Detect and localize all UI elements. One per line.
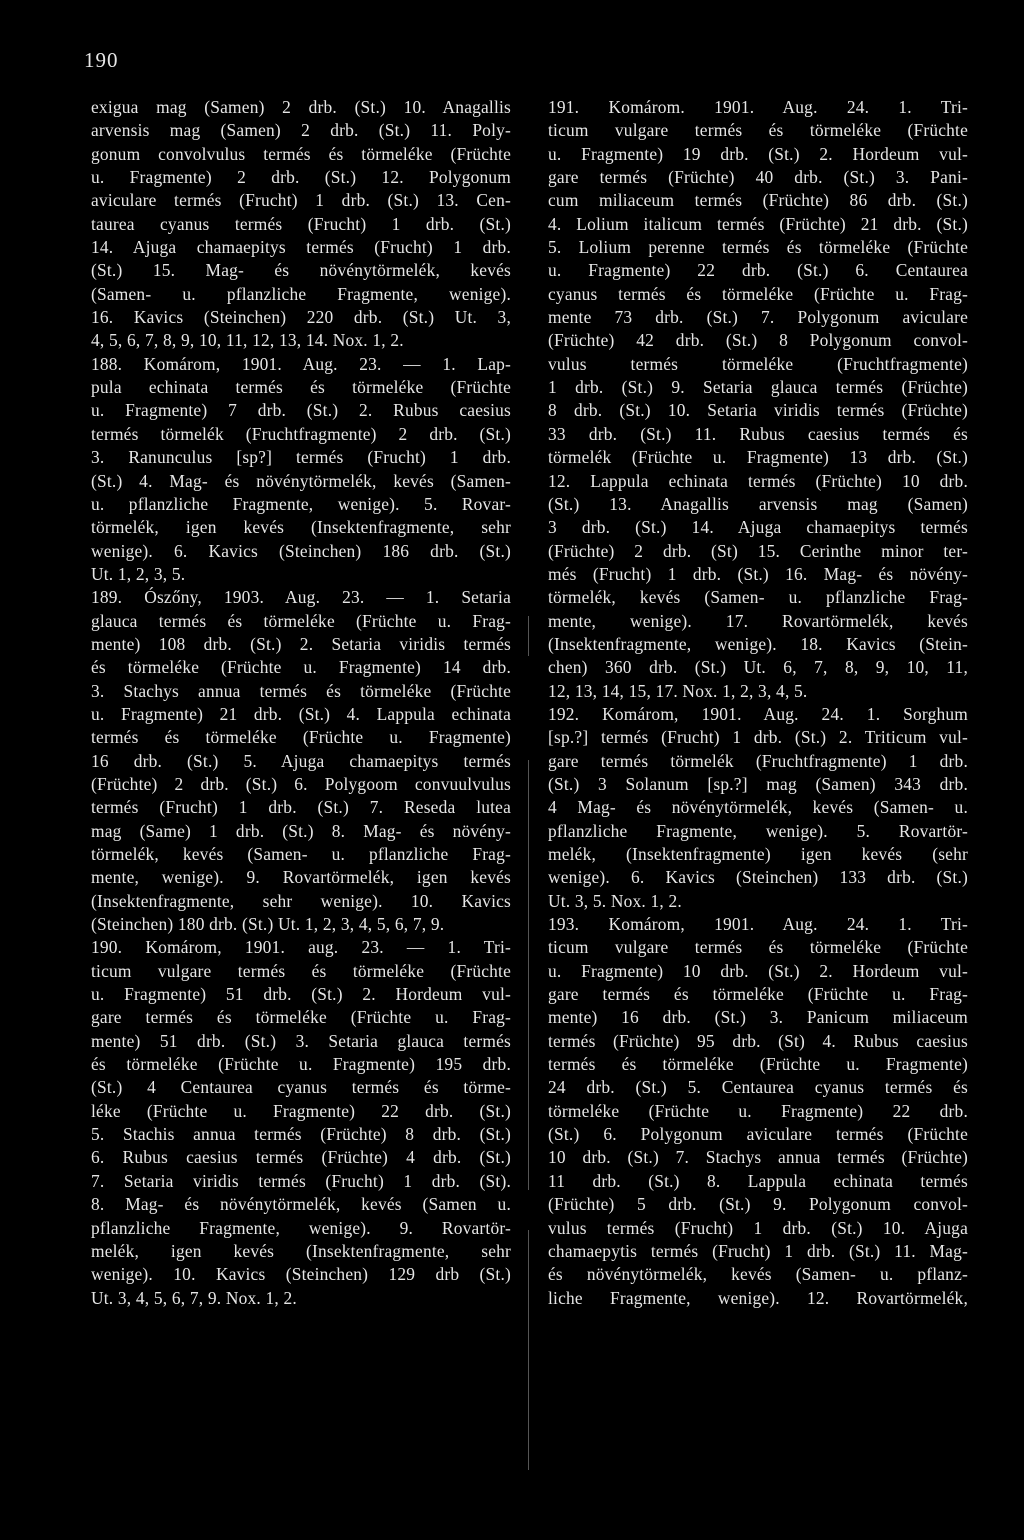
text-line: 11 drb. (St.) 8. Lappula echinata termés bbox=[548, 1170, 968, 1191]
text-line: ticum vulgare termés és törmeléke (Früchte bbox=[91, 960, 511, 981]
text-line: 4 Mag- és növénytörmelék, kevés (Samen- u. bbox=[548, 797, 968, 818]
text-line: 193. Komárom, 1901. Aug. 24. 1. Tri- bbox=[548, 914, 968, 935]
text-line: 8 drb. (St.) 10. Setaria viridis termés (Früchte) bbox=[548, 400, 968, 421]
text-line: 3 drb. (St.) 14. Ajuga chamaepitys termés bbox=[548, 517, 968, 538]
text-line: u. pflanzliche Fragmente, wenige). 5. Rovar- bbox=[91, 493, 511, 514]
text-line: wenige). 6. Kavics (Steinchen) 186 drb. (St.) bbox=[91, 540, 511, 561]
text-line: 14. Ajuga chamaepitys termés (Frucht) 1 drb. bbox=[91, 237, 511, 258]
text-line: u. Fragmente) 21 drb. (St.) 4. Lappula echinata bbox=[91, 703, 511, 724]
text-line: arvensis mag (Samen) 2 drb. (St.) 11. Poly- bbox=[91, 120, 511, 141]
text-line: ticum vulgare termés és törmeléke (Früchte bbox=[548, 120, 968, 141]
text-line: 5. Lolium perenne termés és törmeléke (Früchte bbox=[548, 237, 968, 258]
text-line: u. Fragmente) 51 drb. (St.) 2. Hordeum vul- bbox=[91, 984, 511, 1005]
text-line: törmelék, igen kevés (Insektenfragmente, sehr bbox=[91, 517, 511, 538]
left-text-column bbox=[91, 96, 511, 1310]
text-line: chamaepytis termés (Frucht) 1 drb. (St.) 11. Mag- bbox=[548, 1240, 968, 1261]
text-line: u. Fragmente) 22 drb. (St.) 6. Centaurea bbox=[548, 260, 968, 281]
text-line: gare termés és törmeléke (Früchte u. Frag- bbox=[91, 1007, 511, 1028]
text-line: léke (Früchte u. Fragmente) 22 drb. (St.) bbox=[91, 1100, 511, 1121]
text-line: mente 73 drb. (St.) 7. Polygonum aviculare bbox=[548, 307, 968, 328]
text-line: Ut. 3, 5. Nox. 1, 2. bbox=[548, 890, 682, 911]
text-line: (Früchte) 5 drb. (St.) 9. Polygonum convol- bbox=[548, 1194, 968, 1215]
page-number: 190 bbox=[84, 48, 119, 72]
text-line: pula echinata termés és törmeléke (Früchte bbox=[91, 377, 511, 398]
column-divider bbox=[528, 1230, 529, 1470]
text-line: termés és törmeléke (Früchte u. Fragmente) bbox=[91, 727, 511, 748]
text-line: 4. Lolium italicum termés (Früchte) 21 drb. (St.) bbox=[548, 213, 968, 234]
text-line: mente) 108 drb. (St.) 2. Setaria viridis termés bbox=[91, 633, 511, 654]
text-line: u. Fragmente) 19 drb. (St.) 2. Hordeum vul- bbox=[548, 143, 968, 164]
text-line: (St.) 6. Polygonum aviculare termés (Früchte bbox=[548, 1124, 968, 1145]
text-line: vulus termés (Frucht) 1 drb. (St.) 10. Ajuga bbox=[548, 1217, 968, 1238]
text-line: 24 drb. (St.) 5. Centaurea cyanus termés és bbox=[548, 1077, 968, 1098]
text-line: (Insektenfragmente, sehr wenige). 10. Kavics bbox=[91, 890, 511, 911]
text-line: gare termés és törmeléke (Früchte u. Frag- bbox=[548, 984, 968, 1005]
text-line: törmeléke (Früchte u. Fragmente) 22 drb. bbox=[548, 1100, 968, 1121]
text-line: taurea cyanus termés (Frucht) 1 drb. (St.) bbox=[91, 213, 511, 234]
text-line: (Steinchen) 180 drb. (St.) Ut. 1, 2, 3, 4, 5, 6, 7, 9. bbox=[91, 914, 445, 935]
text-line: 12. Lappula echinata termés (Früchte) 10 drb. bbox=[548, 470, 968, 491]
right-text-column bbox=[548, 96, 968, 1310]
text-line: gare termés törmelék (Fruchtfragmente) 1 drb. bbox=[548, 750, 968, 771]
text-line: liche Fragmente, wenige). 12. Rovartörmelék, bbox=[548, 1287, 968, 1308]
text-line: 16 drb. (St.) 5. Ajuga chamaepitys termés bbox=[91, 750, 511, 771]
text-line: u. Fragmente) 10 drb. (St.) 2. Hordeum vul- bbox=[548, 960, 968, 981]
text-line: cum miliaceum termés (Früchte) 86 drb. (St.) bbox=[548, 190, 968, 211]
text-line: (Insektenfragmente, wenige). 18. Kavics (Stein- bbox=[548, 633, 968, 654]
text-line: (St.) 13. Anagallis arvensis mag (Samen) bbox=[548, 493, 968, 514]
text-line: törmelék, kevés (Samen- u. pflanzliche Frag- bbox=[91, 844, 511, 864]
text-line: és növénytörmelék, kevés (Samen- u. pflanz- bbox=[548, 1264, 968, 1285]
text-line: (Früchte) 42 drb. (St.) 8 Polygonum convol- bbox=[548, 330, 968, 351]
text-line: 16. Kavics (Steinchen) 220 drb. (St.) Ut. 3, bbox=[91, 307, 511, 328]
text-line: (Samen- u. pflanzliche Fragmente, wenige). bbox=[91, 283, 511, 304]
text-line: [sp.?] termés (Frucht) 1 drb. (St.) 2. Triticum vul- bbox=[548, 727, 968, 748]
text-line: mente) 51 drb. (St.) 3. Setaria glauca termés bbox=[91, 1030, 511, 1051]
text-line: 6. Rubus caesius termés (Früchte) 4 drb. (St.) bbox=[91, 1147, 511, 1168]
text-line: (St.) 4. Mag- és növénytörmelék, kevés (Samen- bbox=[91, 470, 511, 491]
text-line: mag (Same) 1 drb. (St.) 8. Mag- és növény- bbox=[91, 820, 511, 841]
text-line: (St.) 15. Mag- és növénytörmelék, kevés bbox=[91, 260, 511, 281]
text-line: 7. Setaria viridis termés (Frucht) 1 drb. (St). bbox=[91, 1170, 511, 1191]
text-line: cyanus termés és törmeléke (Früchte u. Frag- bbox=[548, 283, 968, 304]
text-line: Ut. 1, 2, 3, 5. bbox=[91, 563, 186, 584]
text-line: melék, (Insektenfragmente) igen kevés (sehr bbox=[548, 844, 968, 864]
text-line: 191. Komárom. 1901. Aug. 24. 1. Tri- bbox=[548, 97, 968, 117]
text-line: 5. Stachis annua termés (Früchte) 8 drb. (St.) bbox=[91, 1124, 511, 1145]
text-line: mente, wenige). 17. Rovartörmelék, kevés bbox=[548, 610, 968, 631]
text-line: ticum vulgare termés és törmeléke (Früchte bbox=[548, 937, 968, 958]
text-line: aviculare termés (Frucht) 1 drb. (St.) 13. Cen- bbox=[91, 190, 511, 211]
text-line: 1 drb. (St.) 9. Setaria glauca termés (Früchte) bbox=[548, 377, 968, 398]
text-line: 33 drb. (St.) 11. Rubus caesius termés és bbox=[548, 423, 968, 444]
text-line: (Früchte) 2 drb. (St) 15. Cerinthe minor ter- bbox=[548, 540, 968, 561]
text-line: 8. Mag- és növénytörmelék, kevés (Samen u. bbox=[91, 1194, 511, 1215]
text-line: törmelék (Früchte u. Fragmente) 13 drb. (St.) bbox=[548, 447, 968, 468]
text-line: termés törmelék (Fruchtfragmente) 2 drb. (St.) bbox=[91, 423, 511, 444]
text-line: melék, igen kevés (Insektenfragmente, sehr bbox=[91, 1240, 511, 1261]
text-line: més (Frucht) 1 drb. (St.) 16. Mag- és növény- bbox=[548, 563, 968, 584]
text-line: termés (Früchte) 95 drb. (St) 4. Rubus caesius bbox=[548, 1030, 968, 1051]
text-line: pflanzliche Fragmente, wenige). 5. Rovartör- bbox=[548, 820, 968, 841]
text-line: 189. Ószőny, 1903. Aug. 23. — 1. Setaria bbox=[91, 587, 511, 608]
column-divider bbox=[528, 616, 529, 656]
text-line: 192. Komárom, 1901. Aug. 24. 1. Sorghum bbox=[548, 703, 968, 724]
text-line: mente) 16 drb. (St.) 3. Panicum miliaceum bbox=[548, 1007, 968, 1028]
text-line: 10 drb. (St.) 7. Stachys annua termés (Früchte) bbox=[548, 1147, 968, 1168]
text-line: (St.) 4 Centaurea cyanus termés és törme- bbox=[91, 1077, 511, 1098]
text-line: gare termés (Früchte) 40 drb. (St.) 3. Pani- bbox=[548, 167, 968, 188]
text-line: 4, 5, 6, 7, 8, 9, 10, 11, 12, 13, 14. Nox. 1, 2. bbox=[91, 330, 404, 351]
text-line: (Früchte) 2 drb. (St.) 6. Polygoom convuulvulus bbox=[91, 773, 511, 794]
text-line: termés (Frucht) 1 drb. (St.) 7. Reseda lutea bbox=[91, 797, 511, 818]
text-line: 190. Komárom, 1901. aug. 23. — 1. Tri- bbox=[91, 937, 511, 958]
text-line: exigua mag (Samen) 2 drb. (St.) 10. Anagallis bbox=[91, 97, 511, 117]
text-line: Ut. 3, 4, 5, 6, 7, 9. Nox. 1, 2. bbox=[91, 1287, 297, 1308]
text-line: pflanzliche Fragmente, wenige). 9. Rovartör- bbox=[91, 1217, 511, 1238]
text-line: chen) 360 drb. (St.) Ut. 6, 7, 8, 9, 10, 11, bbox=[548, 657, 968, 678]
text-line: 12, 13, 14, 15, 17. Nox. 1, 2, 3, 4, 5. bbox=[548, 680, 808, 701]
text-line: törmelék, kevés (Samen- u. pflanzliche Frag- bbox=[548, 587, 968, 608]
text-line: gonum convolvulus termés és törmeléke (Früchte bbox=[91, 143, 511, 164]
text-line: 188. Komárom, 1901. Aug. 23. — 1. Lap- bbox=[91, 353, 511, 374]
text-line: (St.) 3 Solanum [sp.?] mag (Samen) 343 drb. bbox=[548, 773, 968, 794]
text-line: mente, wenige). 9. Rovartörmelék, igen kevés bbox=[91, 867, 511, 888]
text-line: wenige). 10. Kavics (Steinchen) 129 drb (St.) bbox=[91, 1264, 511, 1285]
text-line: u. Fragmente) 7 drb. (St.) 2. Rubus caesius bbox=[91, 400, 511, 421]
text-line: termés és törmeléke (Früchte u. Fragmente) bbox=[548, 1054, 968, 1075]
text-line: u. Fragmente) 2 drb. (St.) 12. Polygonum bbox=[91, 167, 511, 188]
text-line: 3. Stachys annua termés és törmeléke (Früchte bbox=[91, 680, 511, 701]
text-line: vulus termés törmeléke (Fruchtfragmente) bbox=[548, 353, 968, 374]
text-line: és törmeléke (Früchte u. Fragmente) 14 drb. bbox=[91, 657, 511, 678]
text-line: 3. Ranunculus [sp?] termés (Frucht) 1 drb. bbox=[91, 447, 511, 468]
column-divider bbox=[528, 760, 529, 1190]
text-line: glauca termés és törmeléke (Früchte u. Frag- bbox=[91, 610, 511, 631]
text-line: és törmeléke (Früchte u. Fragmente) 195 drb. bbox=[91, 1054, 511, 1075]
text-line: wenige). 6. Kavics (Steinchen) 133 drb. (St.) bbox=[548, 867, 968, 888]
